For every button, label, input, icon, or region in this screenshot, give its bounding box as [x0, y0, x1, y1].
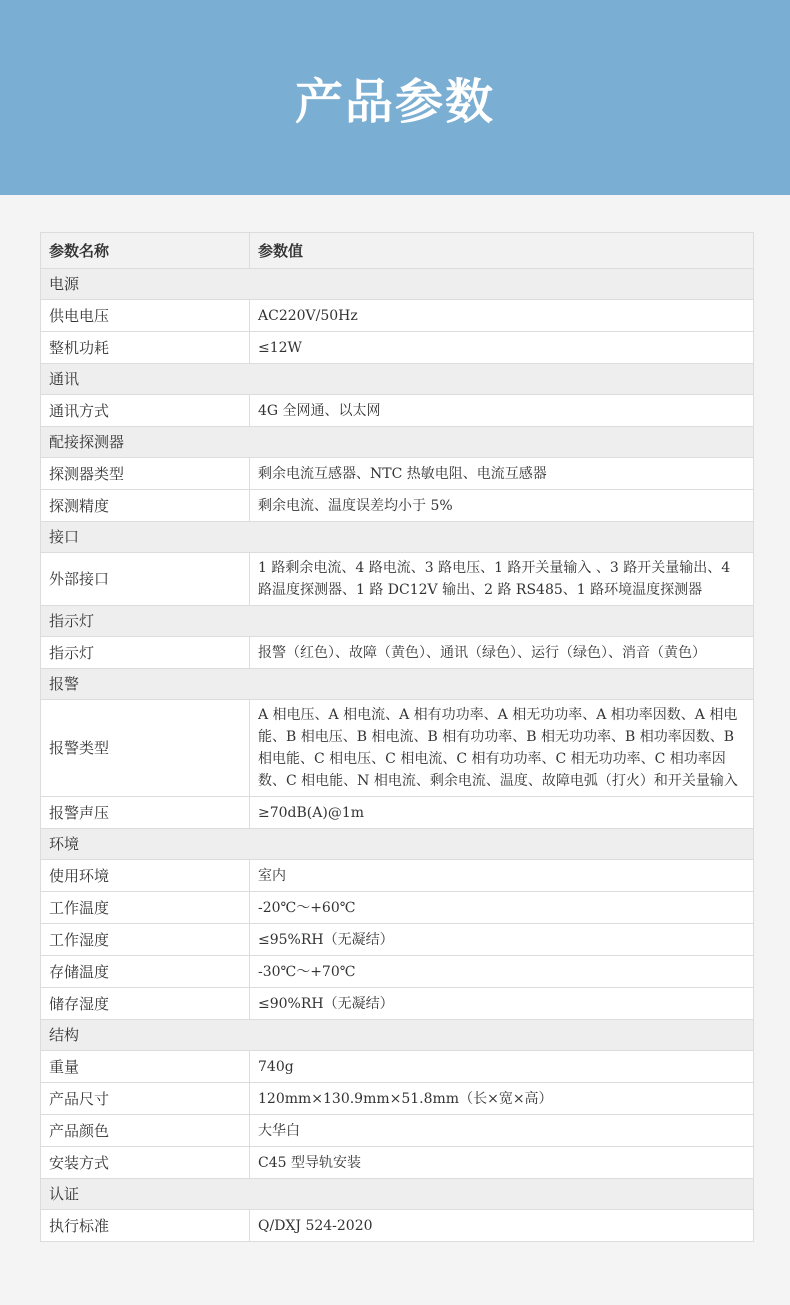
param-value: 报警（红色）、故障（黄色）、通讯（绿色）、运行（绿色）、消音（黄色）: [250, 637, 754, 669]
param-value: 1 路剩余电流、4 路电流、3 路电压、1 路开关量输入 、3 路开关量输出、4 路温度探测器、1 路 DC12V 输出、2 路 RS485、1 路环境温度探测器: [250, 553, 754, 606]
param-name: 外部接口: [41, 553, 250, 606]
param-name: 探测器类型: [41, 458, 250, 490]
table-row: [41, 956, 754, 988]
header-banner: [0, 0, 790, 195]
param-name: 重量: [41, 1051, 250, 1083]
section-row: [41, 1020, 754, 1051]
section-row: [41, 669, 754, 700]
table-row: [41, 395, 754, 427]
param-value: Q/DXJ 524-2020: [250, 1210, 754, 1242]
page-title: 产品参数: [294, 74, 495, 130]
param-value: -20℃～+60℃: [250, 892, 754, 924]
param-name: 产品尺寸: [41, 1083, 250, 1115]
table-row: [41, 860, 754, 892]
section-title: 指示灯: [41, 606, 754, 637]
param-name: 工作温度: [41, 892, 250, 924]
param-name: 供电电压: [41, 300, 250, 332]
section-title: 配接探测器: [41, 427, 754, 458]
section-row: [41, 829, 754, 860]
param-value: 室内: [250, 860, 754, 892]
table-row: [41, 490, 754, 522]
section-title: 认证: [41, 1179, 754, 1210]
table-row: [41, 553, 754, 606]
spec-table: [40, 232, 754, 1242]
table-row: [41, 924, 754, 956]
param-name: 安装方式: [41, 1147, 250, 1179]
param-name: 工作湿度: [41, 924, 250, 956]
param-value: AC220V/50Hz: [250, 300, 754, 332]
param-name: 储存湿度: [41, 988, 250, 1020]
table-row: [41, 1147, 754, 1179]
table-row: [41, 332, 754, 364]
table-header-row: [41, 233, 754, 269]
param-value: 剩余电流、温度误差均小于 5%: [250, 490, 754, 522]
section-row: [41, 364, 754, 395]
table-row: [41, 797, 754, 829]
table-row: [41, 1083, 754, 1115]
section-row: [41, 606, 754, 637]
table-row: [41, 1115, 754, 1147]
param-value: 740g: [250, 1051, 754, 1083]
param-value: -30℃～+70℃: [250, 956, 754, 988]
header-param-value: 参数值: [250, 233, 754, 269]
table-row: [41, 700, 754, 797]
section-row: [41, 522, 754, 553]
section-title: 报警: [41, 669, 754, 700]
param-name: 存储温度: [41, 956, 250, 988]
section-row: [41, 427, 754, 458]
section-title: 接口: [41, 522, 754, 553]
table-row: [41, 637, 754, 669]
section-title: 电源: [41, 269, 754, 300]
param-name: 探测精度: [41, 490, 250, 522]
param-value: A 相电压、A 相电流、A 相有功功率、A 相无功功率、A 相功率因数、A 相电能、B 相电压、B 相电流、B 相有功功率、B 相无功功率、B 相功率因数、B 相电能、C 相电压、C 相电流、C 相有功功率、C 相无功功率、C 相功率因数、C 相电能、N 相电流、剩余电流、温度、故障电弧（打火）和开关量输入: [250, 700, 754, 797]
param-name: 指示灯: [41, 637, 250, 669]
param-name: 报警声压: [41, 797, 250, 829]
param-name: 使用环境: [41, 860, 250, 892]
section-row: [41, 1179, 754, 1210]
param-value: 4G 全网通、以太网: [250, 395, 754, 427]
param-value: C45 型导轨安装: [250, 1147, 754, 1179]
param-value: ≤95%RH（无凝结）: [250, 924, 754, 956]
table-row: [41, 300, 754, 332]
table-row: [41, 1051, 754, 1083]
param-name: 通讯方式: [41, 395, 250, 427]
param-value: 剩余电流互感器、NTC 热敏电阻、电流互感器: [250, 458, 754, 490]
param-value: ≤90%RH（无凝结）: [250, 988, 754, 1020]
table-row: [41, 988, 754, 1020]
param-value: 120mm×130.9mm×51.8mm（长×宽×高）: [250, 1083, 754, 1115]
param-name: 报警类型: [41, 700, 250, 797]
table-row: [41, 458, 754, 490]
param-value: 大华白: [250, 1115, 754, 1147]
table-row: [41, 892, 754, 924]
section-title: 结构: [41, 1020, 754, 1051]
table-body: [41, 269, 754, 1242]
table-row: [41, 1210, 754, 1242]
param-name: 整机功耗: [41, 332, 250, 364]
section-row: [41, 269, 754, 300]
param-name: 产品颜色: [41, 1115, 250, 1147]
header-param-name: 参数名称: [41, 233, 250, 269]
spec-table-container: [40, 232, 753, 1242]
param-value: ≤12W: [250, 332, 754, 364]
param-name: 执行标准: [41, 1210, 250, 1242]
section-title: 通讯: [41, 364, 754, 395]
param-value: ≥70dB(A)@1m: [250, 797, 754, 829]
section-title: 环境: [41, 829, 754, 860]
